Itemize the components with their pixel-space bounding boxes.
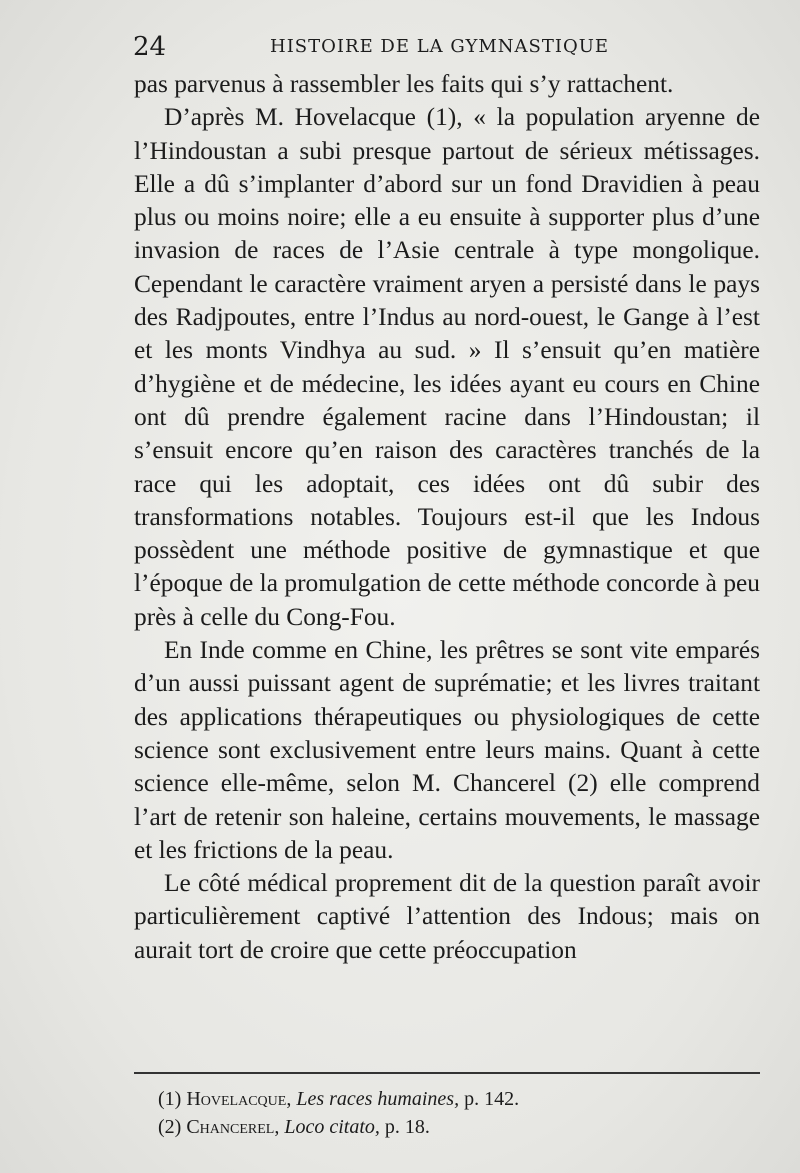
footnote-2 <box>158 1113 758 1141</box>
footnote-ref: p. 18. <box>384 1116 430 1138</box>
paragraph-cote-medical: Le côté médical proprement dit de la question paraît avoir particulièrement captivé l’attention des Indous; mais on aurait tort de croire que cette préoccupation <box>134 869 760 964</box>
paragraph-pretres: En Inde comme en Chine, les prêtres se sont vite emparés d’un aussi puissant agent de suprématie; et les livres traitant des applications thérapeutiques ou physiologiques de cette science sont exclusivement entre leurs mains. Quant à cette science elle-même, selon M. Chancerel (2) elle comprend l’art de retenir son haleine, certains mouvements, le massage et les frictions de la peau. <box>134 636 760 864</box>
footnote-1 <box>158 1085 758 1113</box>
page-number: 24 <box>133 32 167 62</box>
footnote-ref: p. 142. <box>464 1088 520 1110</box>
paragraph-hovelacque: D’après M. Hovelacque (1), « la population aryenne de l’Hindoustan a subi presque partout de sérieux métissages. Elle a dû s’implanter d’abord sur un fond Dravidien à peau plus ou moins noire; elle a eu ensuite à supporter plus d’une invasion de races de l’Asie centrale à type mongolique. Cependant le caractère vraiment aryen a persisté dans le pays des Radjpoutes, entre l’Indus au nord-ouest, le Gange à l’est et les monts Vindhya au sud. » Il s’ensuit qu’en matière d’hygiène et de médecine, les idées ayant eu cours en Chine ont dû prendre également racine dans l’Hindoustan; il s’ensuit encore qu’en raison des caractères tranchés de la race qui les adoptait, ces idées ont dû subir des transformations notables. Toujours est-il que les Indous possèdent une méthode positive de gymnastique et que l’époque de la promulgation de cette méthode concorde à peu près à celle du Cong-Fou. <box>134 103 760 631</box>
footnote-rule <box>134 1072 760 1074</box>
footnote-marker: (2) <box>158 1116 182 1138</box>
footnote-author: Hovelacque, <box>186 1088 292 1110</box>
footnote-title: Loco citato, <box>284 1116 380 1138</box>
footnote-marker: (1) <box>158 1088 182 1110</box>
footnote-title: Les races humaines, <box>296 1088 460 1110</box>
footnotes <box>158 1085 758 1141</box>
footnote-author: Chancerel, <box>186 1116 280 1138</box>
paragraph-continued: pas parvenus à rassembler les faits qui s’y rattachent. <box>134 70 674 98</box>
page-header <box>133 30 760 66</box>
running-head: HISTOIRE DE LA GYMNASTIQUE <box>270 36 610 57</box>
body-text <box>134 68 760 967</box>
